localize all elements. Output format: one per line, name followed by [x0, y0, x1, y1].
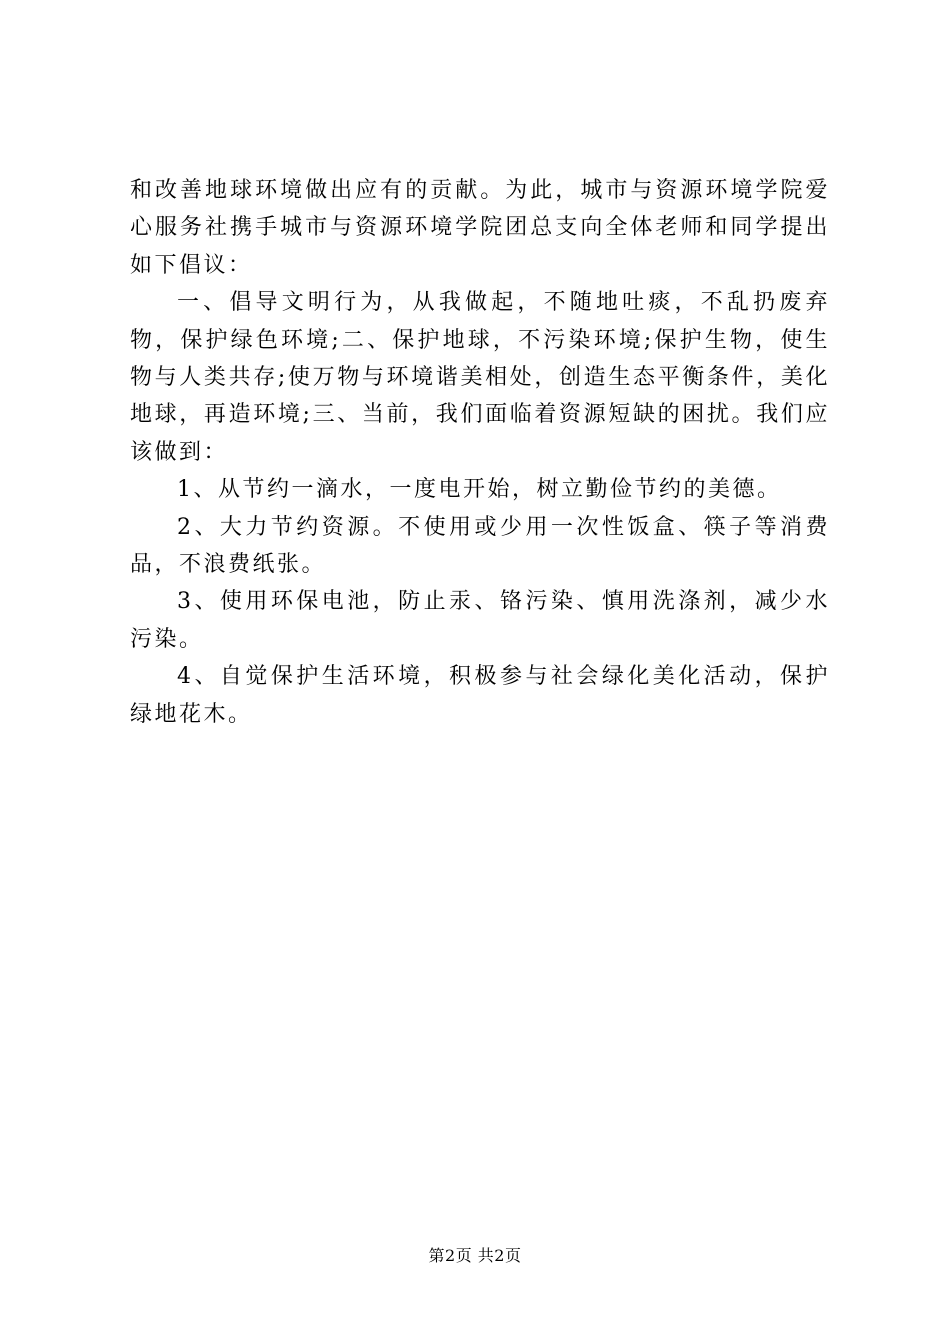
- paragraph-item-4: 4、自觉保护生活环境，积极参与社会绿化美化活动，保护绿地花木。: [130, 664, 830, 727]
- paragraph-proposal-one: 一、倡导文明行为，从我做起，不随地吐痰，不乱扔废弃物，保护绿色环境;二、保护地球，不污染环境;保护生物，使生物与人类共存;使万物与环境谐美相处，创造生态平衡条件，美化地球，再造环境;三、当前，我们面临着资源短缺的困扰。我们应该做到：: [130, 290, 830, 465]
- paragraph-intro: 和改善地球环境做出应有的贡献。为此，城市与资源环境学院爱心服务社携手城市与资源环境学院团总支向全体老师和同学提出如下倡议：: [130, 178, 830, 278]
- page-number: 第2页: [428, 1246, 473, 1265]
- paragraph-item-2: 2、大力节约资源。不使用或少用一次性饭盒、筷子等消费品，不浪费纸张。: [130, 514, 830, 578]
- page-total: 共2页: [477, 1246, 522, 1265]
- document-body: [130, 172, 830, 733]
- paragraph-item-1: 1、从节约一滴水，一度电开始，树立勤俭节约的美德。: [177, 477, 782, 503]
- paragraph-item-3: 3、使用环保电池，防止汞、铬污染、慎用洗涤剂，减少水污染。: [130, 589, 830, 652]
- page-footer: [0, 1243, 950, 1266]
